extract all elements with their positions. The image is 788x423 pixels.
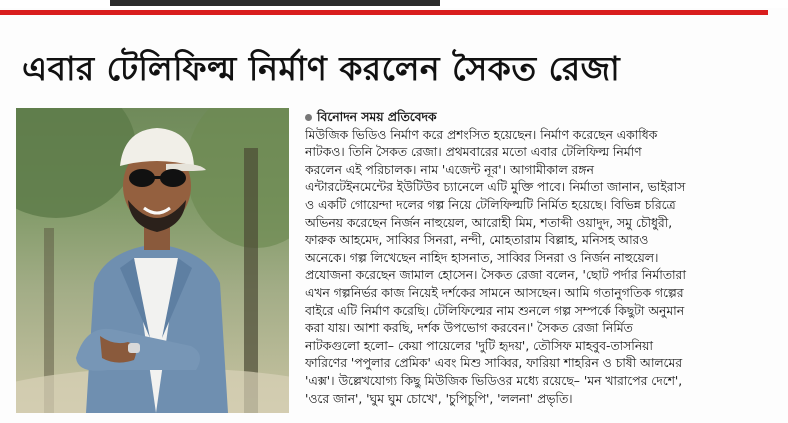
byline-text: বিনোদন সময় প্রতিবেদক (317, 110, 437, 124)
body-line: ফারিণের 'পপুলার প্রেমিক' এবং মিশু সাব্বির, ফারিয়া শাহরিন ও চাষী আলমের (305, 356, 683, 371)
body-line: এখন গল্পনির্ভর কাজ নিয়েই দর্শকের সামনে আসছেন। আমি গতানুগতিক গল্পের (305, 285, 684, 300)
byline (305, 109, 775, 127)
body-line: ফারুক আহমেদ, সাব্বির সিনরা, নন্দী, মোহতারাম বিল্লাহ, মনিসহ আরও (305, 233, 649, 248)
article-photo (16, 108, 289, 413)
body-line: করলেন এই পরিচালক। নাম 'এজেন্ট নূর'। আগামীকাল রঙ্গন (305, 162, 594, 177)
article-body (305, 109, 775, 408)
bullet-icon (305, 114, 312, 121)
body-line: অনেকে। গল্প লিখেছেন নাহিদ হাসনাত, সাব্বির সিনরা ও নির্জন নাহুয়েল। (305, 250, 659, 265)
body-line: 'এক্স'। উল্লেখযোগ্য কিছু মিউজিক ভিডিওর মধ্যে রয়েছে– 'মন খারাপের দেশে', (305, 373, 683, 388)
headline: এবার টেলিফিল্ম নির্মাণ করলেন সৈকত রেজা (22, 49, 621, 88)
body-line: বাইরে এটি নির্মাণ করেছি। টেলিফিল্মের নাম শুনলে গল্প সম্পর্কে কিছুটা অনুমান (305, 303, 685, 318)
body-line: 'ওরে জান', 'ঘুম ঘুম চোখে', 'চুপিচুপি', 'ললনা' প্রভৃতি। (305, 391, 573, 406)
body-line: ও একটি গোয়েন্দা দলের গল্প নিয়ে টেলিফিল্মটি নির্মিত হয়েছে। বিভিন্ন চরিত্রে (305, 197, 676, 212)
body-line: এন্টারটেইনমেন্টের ইউটিউব চ্যানেলে এটি মুক্তি পাবে। নির্মাতা জানান, ভাইরাস (305, 180, 686, 195)
top-image-strip (110, 0, 440, 6)
body-line: প্রযোজনা করেছেন জামাল হোসেন। সৈকত রেজা বলেন, 'ছোট পর্দার নির্মাতারা (305, 268, 686, 283)
body-line: নাটকও। তিনি সৈকত রেজা। প্রথমবারের মতো এবার টেলিফিল্ম নির্মাণ (305, 145, 642, 160)
body-line: মিউজিক ভিডিও নির্মাণ করে প্রশংসিত হয়েছেন। নির্মাণ করেছেন একাধিক (305, 127, 658, 142)
body-line: নাটকগুলো হলো– কেয়া পায়েলের 'দুটি হৃদয়', তৌসিফ মাহবুব-তাসনিয়া (305, 338, 653, 353)
body-line: অভিনয় করেছেন নির্জন নাহুয়েল, আরোহী মিম, শতাব্দী ওয়াদুদ, সমু চৌধুরী, (305, 215, 673, 230)
red-divider (0, 10, 768, 15)
top-bar (0, 0, 788, 8)
body-line: করা যায়। আশা করছি, দর্শক উপভোগ করবেন।' সৈকত রেজা নির্মিত (305, 321, 633, 336)
